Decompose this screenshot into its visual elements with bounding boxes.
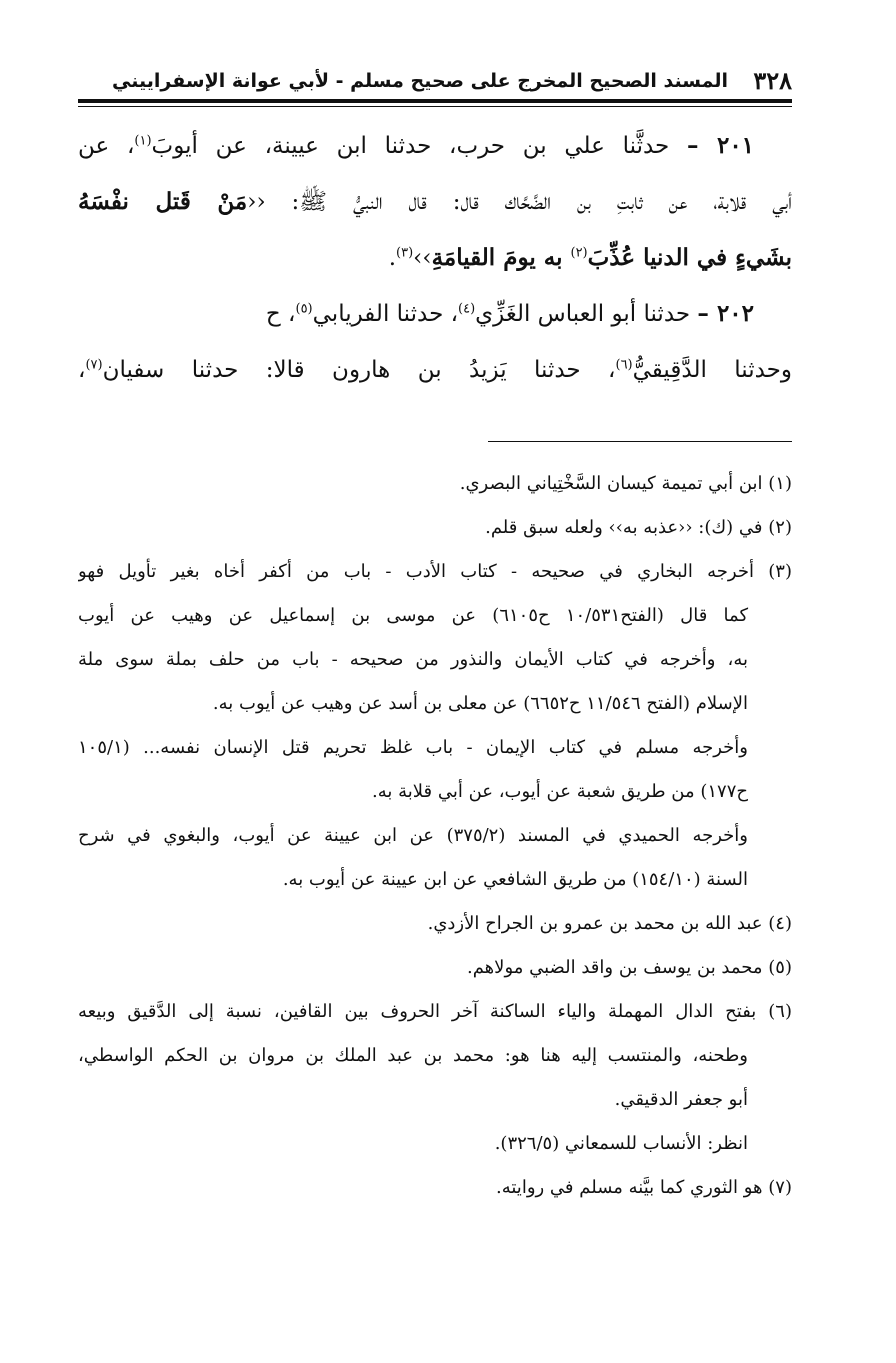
hadith-201-line-2	[78, 174, 792, 230]
text-span: ، حدثنا يَزيدُ بن هارون قالا: حدثنا سفيان	[102, 357, 616, 383]
header-rule-thin	[78, 106, 792, 107]
hadith-number-201: ٢٠١ –	[687, 132, 755, 159]
hadith-201-line-1	[78, 118, 792, 174]
footnote-line: (٥) محمد بن يوسف بن واقد الضبي مولاهم.	[466, 957, 792, 978]
footnote-line: (٦) بفتح الدال المهملة والياء الساكنة آخر الحروف بين القافين، نسبة إلى الدَّقيق وبيعه	[78, 1001, 792, 1022]
hadith-201-line-3	[78, 230, 792, 286]
text-span: حدثَّنا علي بن حرب، حدثنا ابن عيينة، عن أيوبَ	[151, 133, 670, 159]
footnote-line: وطحنه، والمنتسب إليه هنا هو: محمد بن عبد الملك بن مروان بن الحكم الواسطي،	[78, 1045, 748, 1066]
footnote-line: (٢) في (ك): ‹‹عذبه به›› ولعله سبق قلم.	[485, 517, 792, 538]
footnote-line: الإسلام (الفتح ١١/٥٤٦ ح٦٦٥٢) عن معلى بن أسد عن وهيب عن أيوب به.	[212, 693, 748, 714]
hadith-text: مَنْ قَتل نفْسَهُ	[78, 188, 248, 215]
hadith-text: به يومَ القيامَةِ	[431, 244, 571, 271]
page-number: ٣٢٨	[753, 66, 792, 95]
hadith-202-line-2	[78, 342, 792, 398]
footnote-line: وأخرجه مسلم في كتاب الإيمان - باب غلظ تحريم قتل الإنسان نفسه... (١٠٥/١	[78, 737, 748, 758]
text-span: أبي قلابة، عن ثابتِ بن الضَّحَّاك قال: قال النبيُّ ﷺ: ‹‹	[247, 189, 792, 215]
footnote-line: (٧) هو الثوري كما بيَّنه مسلم في روايته.	[496, 1177, 792, 1198]
hadith-202-line-1	[78, 286, 792, 342]
footnote-line: ح١٧٧) من طريق شعبة عن أيوب، عن أبي قلابة به.	[372, 781, 748, 802]
hadith-text: بشَيءٍ في الدنيا عُذِّبَ	[587, 244, 792, 271]
text-span: ، ح	[265, 301, 296, 327]
footnote-separator	[488, 441, 792, 442]
footnote-line: السنة (١٥٤/١٠) من طريق الشافعي عن ابن عيينة عن أيوب به.	[282, 869, 748, 890]
main-text	[78, 118, 792, 398]
text-span: ، عن	[78, 133, 135, 159]
text-span: وحدثنا الدَّقِيقيُّ	[632, 357, 792, 383]
footnote-line: كما قال (الفتح١٠/٥٣١ ح٦١٠٥) عن موسى بن إسماعيل عن وهيب عن أيوب	[78, 605, 749, 626]
text-span: ، حدثنا الفريابي	[312, 301, 459, 327]
quote-mark: ››	[413, 245, 432, 271]
hadith-number-202: ٢٠٢ –	[697, 300, 754, 327]
footnote-ref-7: (٧)	[85, 357, 103, 373]
text-span: حدثنا أبو العباس الغَزِّي	[475, 301, 691, 327]
footnote-ref-2: (٢)	[570, 245, 588, 261]
text-span: .	[388, 245, 397, 271]
footnote-line: أبو جعفر الدقيقي.	[614, 1089, 748, 1110]
page-header	[78, 64, 792, 98]
text-span: ،	[78, 357, 86, 383]
footnote-ref-4: (٤)	[458, 301, 476, 317]
footnote-ref-6: (٦)	[615, 357, 633, 373]
footnote-line: وأخرجه الحميدي في المسند (٣٧٥/٢) عن ابن عيينة عن أيوب، والبغوي في شرح	[78, 825, 748, 846]
footnote-line: به، وأخرجه في كتاب الأيمان والنذور من صحيحه - باب من حلف بملة سوى ملة	[78, 649, 748, 670]
footnote-line: انظر: الأنساب للسمعاني (٣٢٦/٥).	[494, 1133, 748, 1154]
footnote-line: (٤) عبد الله بن محمد بن عمرو بن الجراح الأزدي.	[427, 913, 792, 934]
running-title: المسند الصحيح المخرج على صحيح مسلم - لأبي عوانة الإسفراييني	[112, 70, 728, 92]
footnote-ref-5: (٥)	[295, 301, 313, 317]
header-rule-thick	[78, 99, 792, 103]
footnotes	[78, 462, 792, 1210]
footnote-ref-1: (١)	[134, 133, 152, 149]
footnote-line: (١) ابن أبي تميمة كيسان السَّخْتِياني البصري.	[459, 473, 792, 494]
footnote-ref-3: (٣)	[396, 245, 414, 261]
footnote-line: (٣) أخرجه البخاري في صحيحه - كتاب الأدب - باب من أكفر أخاه بغير تأويل فهو	[78, 561, 792, 582]
